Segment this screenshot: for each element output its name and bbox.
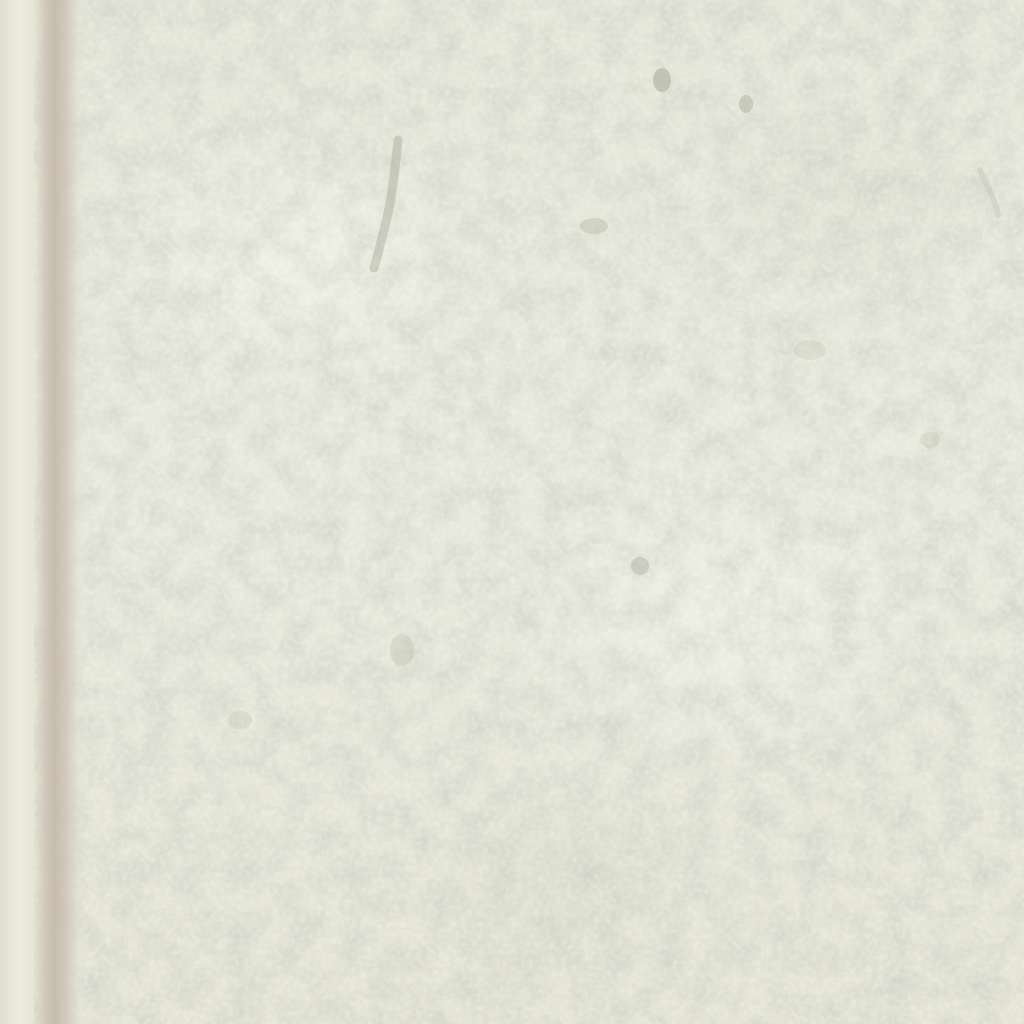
speck bbox=[580, 218, 608, 234]
paper-edge-strip bbox=[0, 0, 34, 1024]
speck bbox=[739, 95, 753, 113]
paper-fold-line bbox=[34, 0, 86, 1024]
speck bbox=[920, 432, 940, 448]
speck bbox=[390, 634, 414, 666]
speck bbox=[794, 340, 826, 360]
speck bbox=[631, 557, 649, 575]
speck bbox=[653, 68, 671, 92]
speck bbox=[228, 711, 252, 729]
